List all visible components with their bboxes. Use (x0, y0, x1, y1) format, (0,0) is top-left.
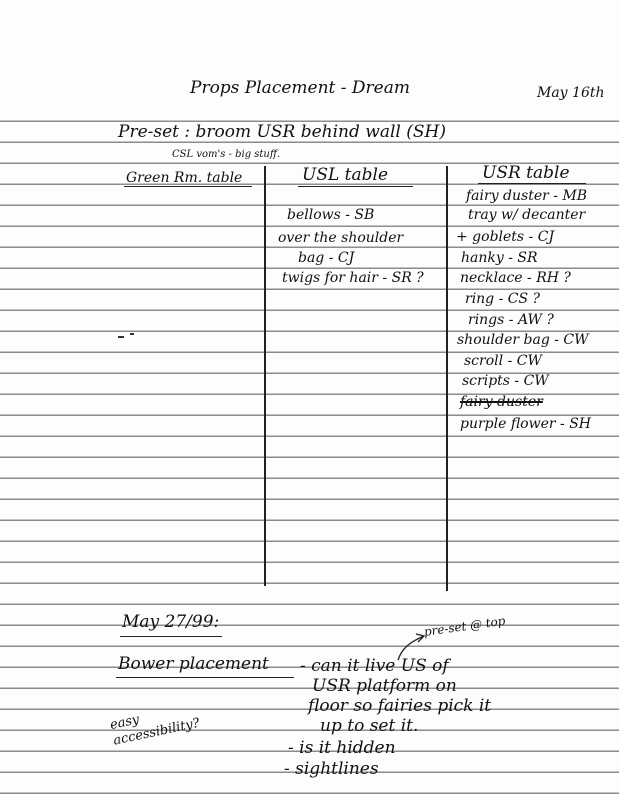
list-item: tray w/ decanter (468, 207, 586, 223)
bullet-item: - sightlines (284, 759, 379, 779)
list-item: + goblets - CJ (456, 229, 555, 245)
list-item: fairy duster - MB (466, 188, 588, 204)
list-item: scroll - CW (464, 353, 542, 369)
page-title: Props Placement - Dream (190, 78, 410, 98)
list-item: bag - CJ (298, 250, 355, 266)
list-item: rings - AW ? (468, 312, 554, 328)
usr-heading: USR table (482, 163, 570, 183)
page-date: May 16th (537, 85, 605, 101)
bower-line: up to set it. (320, 716, 419, 736)
list-item: purple flower - SH (460, 416, 592, 432)
list-item-struck: fairy duster (460, 394, 543, 410)
notes-date: May 27/99: (122, 612, 220, 632)
bullet-item: - is it hidden (288, 738, 396, 758)
arrow-note: pre-set @ top (423, 613, 507, 639)
green-room-heading: Green Rm. table (126, 170, 243, 186)
usl-heading: USL table (302, 165, 389, 185)
bower-line: floor so fairies pick it (308, 696, 492, 716)
preset-line: Pre-set : broom USR behind wall (SH) (118, 122, 446, 142)
list-item: shoulder bag - CW (457, 332, 589, 348)
side-note: easy accessibility? (108, 712, 202, 749)
preset-note: CSL vom's - big stuff. (172, 149, 281, 160)
bower-label: Bower placement (118, 654, 269, 674)
bower-line: - can it live US of (300, 656, 449, 676)
list-item: bellows - SB (287, 207, 375, 223)
list-item: over the shoulder (278, 230, 404, 246)
list-item: scripts - CW (462, 373, 549, 389)
list-item: hanky - SR (461, 250, 538, 266)
list-item: twigs for hair - SR ? (282, 270, 424, 286)
bower-line: USR platform on (312, 676, 457, 696)
list-item: necklace - RH ? (460, 270, 571, 286)
list-item: ring - CS ? (465, 291, 541, 307)
